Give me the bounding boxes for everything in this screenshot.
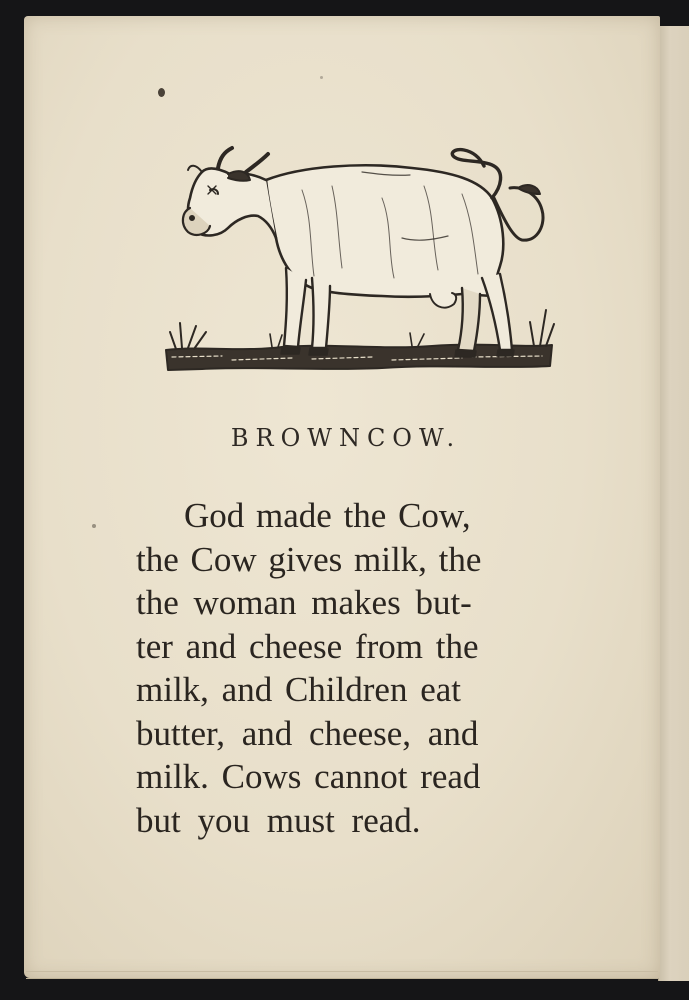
ink-speck [320,76,323,79]
ink-speck [158,88,165,97]
story-line: ter and cheese from the [136,626,479,666]
story-line: milk. Cows cannot read [136,757,481,796]
story-line: the woman makes but- [136,583,472,622]
story-line: milk, and Children eat [136,670,461,709]
story-line: God made the Cow, [184,496,471,535]
story-text [136,494,566,842]
book-page [24,16,660,978]
page-stack-edge [26,971,658,979]
story-line: but you must read. [136,800,421,840]
story-line: the Cow gives milk, the [136,539,482,579]
story-line: butter, and cheese, and [136,713,479,753]
cow-woodcut-illustration [162,128,557,388]
facing-page-edge [658,26,689,981]
ink-speck [92,524,96,528]
page-title: BROWNCOW. [230,424,462,452]
